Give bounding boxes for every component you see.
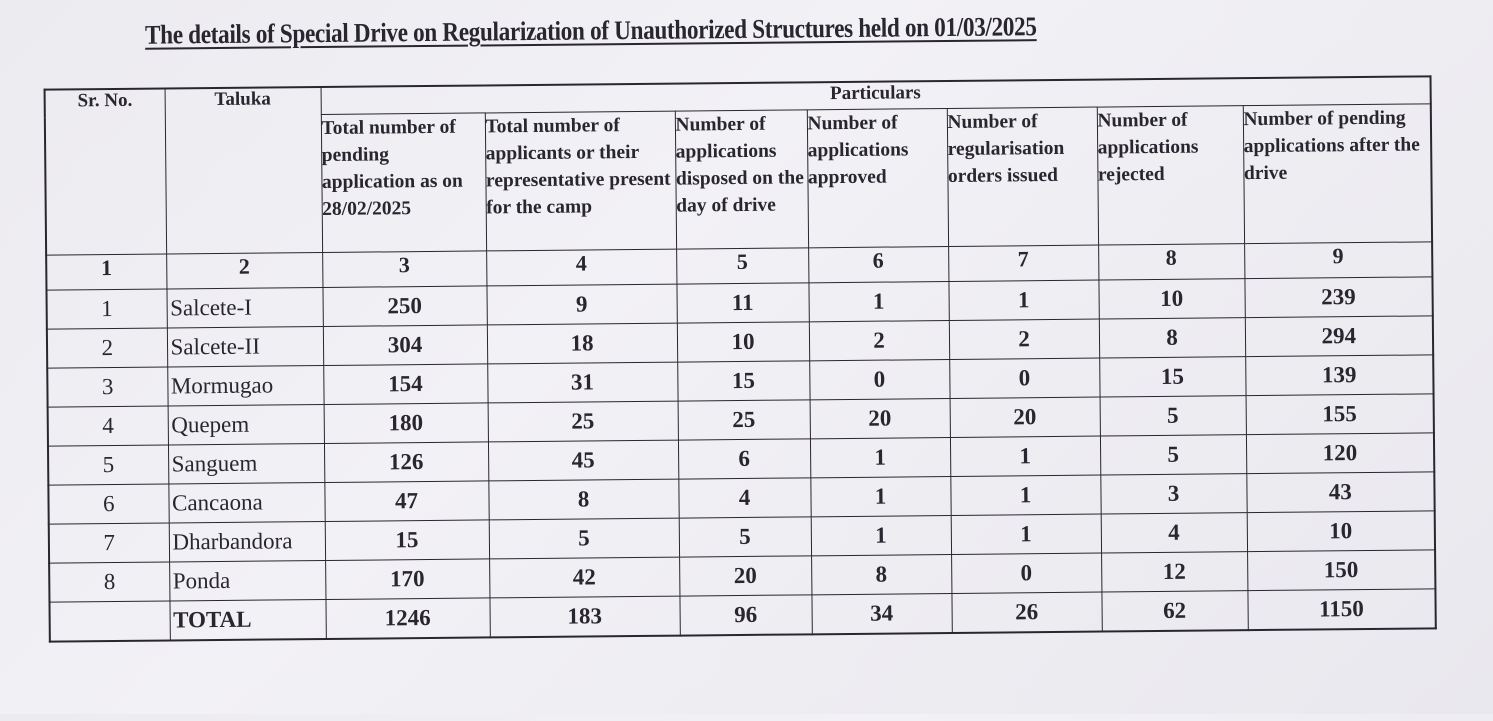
header-taluka: Taluka xyxy=(165,87,323,254)
total-value: 34 xyxy=(811,593,951,634)
cell-value: 15 xyxy=(1099,357,1245,397)
cell-value: 25 xyxy=(488,401,678,442)
total-value: 183 xyxy=(489,596,679,637)
document-title: The details of Special Drive on Regularization of Unauthorized Structures held on 01/03/2025 xyxy=(144,11,1037,50)
column-number: 7 xyxy=(948,245,1098,281)
taluka-name: Mormugao xyxy=(167,366,323,406)
cell-value: 9 xyxy=(486,284,676,325)
cell-value: 239 xyxy=(1244,277,1432,318)
cell-value: 20 xyxy=(679,556,811,596)
header-particulars: Particulars xyxy=(321,76,1431,114)
total-value: 26 xyxy=(951,592,1101,633)
cell-value: 10 xyxy=(677,322,809,362)
cell-value: 1 xyxy=(951,514,1101,554)
cell-value: 0 xyxy=(809,359,949,399)
cell-value: 45 xyxy=(488,440,678,481)
total-value: 1150 xyxy=(1247,589,1435,630)
total-value: 62 xyxy=(1101,591,1247,632)
cell-value: 31 xyxy=(487,362,677,403)
sr-no: 2 xyxy=(47,328,167,368)
cell-value: 1 xyxy=(950,436,1100,476)
cell-value: 8 xyxy=(488,479,678,520)
taluka-name: Cancaona xyxy=(168,482,324,522)
header-applicants-present: Total number of applicants or their representative present for the camp xyxy=(485,111,676,251)
cell-value: 47 xyxy=(324,481,488,522)
sr-no: 4 xyxy=(48,406,168,446)
sr-no: 3 xyxy=(47,367,167,407)
sr-no: 7 xyxy=(49,523,169,563)
column-number: 5 xyxy=(676,248,808,284)
cell-value: 139 xyxy=(1245,355,1433,396)
header-sr-no: Sr. No. xyxy=(45,89,167,256)
cell-value: 20 xyxy=(810,398,950,438)
cell-value: 12 xyxy=(1101,552,1247,592)
cell-value: 2 xyxy=(809,320,949,360)
cell-value: 5 xyxy=(489,518,679,559)
cell-value: 294 xyxy=(1245,316,1433,357)
header-pending-before: Total number of pending application as on 28/02/2025 xyxy=(321,113,486,253)
cell-value: 154 xyxy=(323,364,487,405)
column-number: 6 xyxy=(808,246,948,282)
cell-value: 1 xyxy=(810,476,950,516)
special-drive-table xyxy=(44,75,1437,642)
cell-value: 43 xyxy=(1246,472,1434,513)
cell-value: 170 xyxy=(325,559,489,600)
cell-value: 1 xyxy=(950,475,1100,515)
cell-value: 1 xyxy=(811,515,951,555)
total-label: TOTAL xyxy=(169,599,325,640)
sr-no xyxy=(49,601,169,642)
taluka-name: Salcete-I xyxy=(166,288,322,328)
cell-value: 250 xyxy=(322,286,486,327)
cell-value: 11 xyxy=(676,283,808,323)
taluka-name: Quepem xyxy=(168,405,324,445)
cell-value: 20 xyxy=(950,397,1100,437)
header-orders-issued: Number of regularisation orders issued xyxy=(947,107,1098,246)
cell-value: 8 xyxy=(1099,318,1245,358)
cell-value: 155 xyxy=(1246,394,1434,435)
cell-value: 8 xyxy=(811,554,951,594)
cell-value: 3 xyxy=(1100,474,1246,514)
taluka-name: Sanguem xyxy=(168,443,324,483)
column-number: 1 xyxy=(46,254,166,290)
cell-value: 10 xyxy=(1098,279,1244,319)
header-rejected: Number of applications rejected xyxy=(1097,106,1244,245)
header-disposed: Number of applications disposed on the day of drive xyxy=(675,110,808,249)
cell-value: 0 xyxy=(951,553,1101,593)
column-number: 9 xyxy=(1244,242,1432,279)
cell-value: 5 xyxy=(1100,435,1246,475)
column-number: 2 xyxy=(166,253,322,289)
cell-value: 2 xyxy=(949,319,1099,359)
cell-value: 5 xyxy=(1100,396,1246,436)
cell-value: 150 xyxy=(1247,550,1435,591)
cell-value: 1 xyxy=(948,280,1098,320)
total-value: 96 xyxy=(679,595,811,636)
cell-value: 42 xyxy=(489,557,679,598)
column-number: 8 xyxy=(1098,244,1244,280)
cell-value: 304 xyxy=(323,325,487,366)
cell-value: 6 xyxy=(678,439,810,479)
sr-no: 8 xyxy=(49,562,169,602)
cell-value: 15 xyxy=(325,520,489,561)
cell-value: 10 xyxy=(1247,511,1435,552)
taluka-name: Salcete-II xyxy=(167,327,323,367)
cell-value: 1 xyxy=(810,437,950,477)
cell-value: 1 xyxy=(808,281,948,321)
taluka-name: Dharbandora xyxy=(169,521,325,561)
sr-no: 1 xyxy=(46,289,166,329)
sr-no: 5 xyxy=(48,445,168,485)
cell-value: 4 xyxy=(1101,513,1247,553)
column-number: 4 xyxy=(486,249,676,286)
cell-value: 0 xyxy=(949,358,1099,398)
cell-value: 25 xyxy=(678,400,810,440)
cell-value: 4 xyxy=(678,478,810,518)
cell-value: 126 xyxy=(324,442,488,483)
column-number: 3 xyxy=(322,251,486,288)
header-approved: Number of applications approved xyxy=(807,109,948,248)
cell-value: 15 xyxy=(677,361,809,401)
cell-value: 5 xyxy=(679,517,811,557)
sr-no: 6 xyxy=(48,484,168,524)
cell-value: 180 xyxy=(324,403,488,444)
taluka-name: Ponda xyxy=(169,560,325,600)
cell-value: 18 xyxy=(487,323,677,364)
total-value: 1246 xyxy=(325,598,489,639)
cell-value: 120 xyxy=(1246,433,1434,474)
header-pending-after: Number of pending applications after the drive xyxy=(1243,104,1432,244)
